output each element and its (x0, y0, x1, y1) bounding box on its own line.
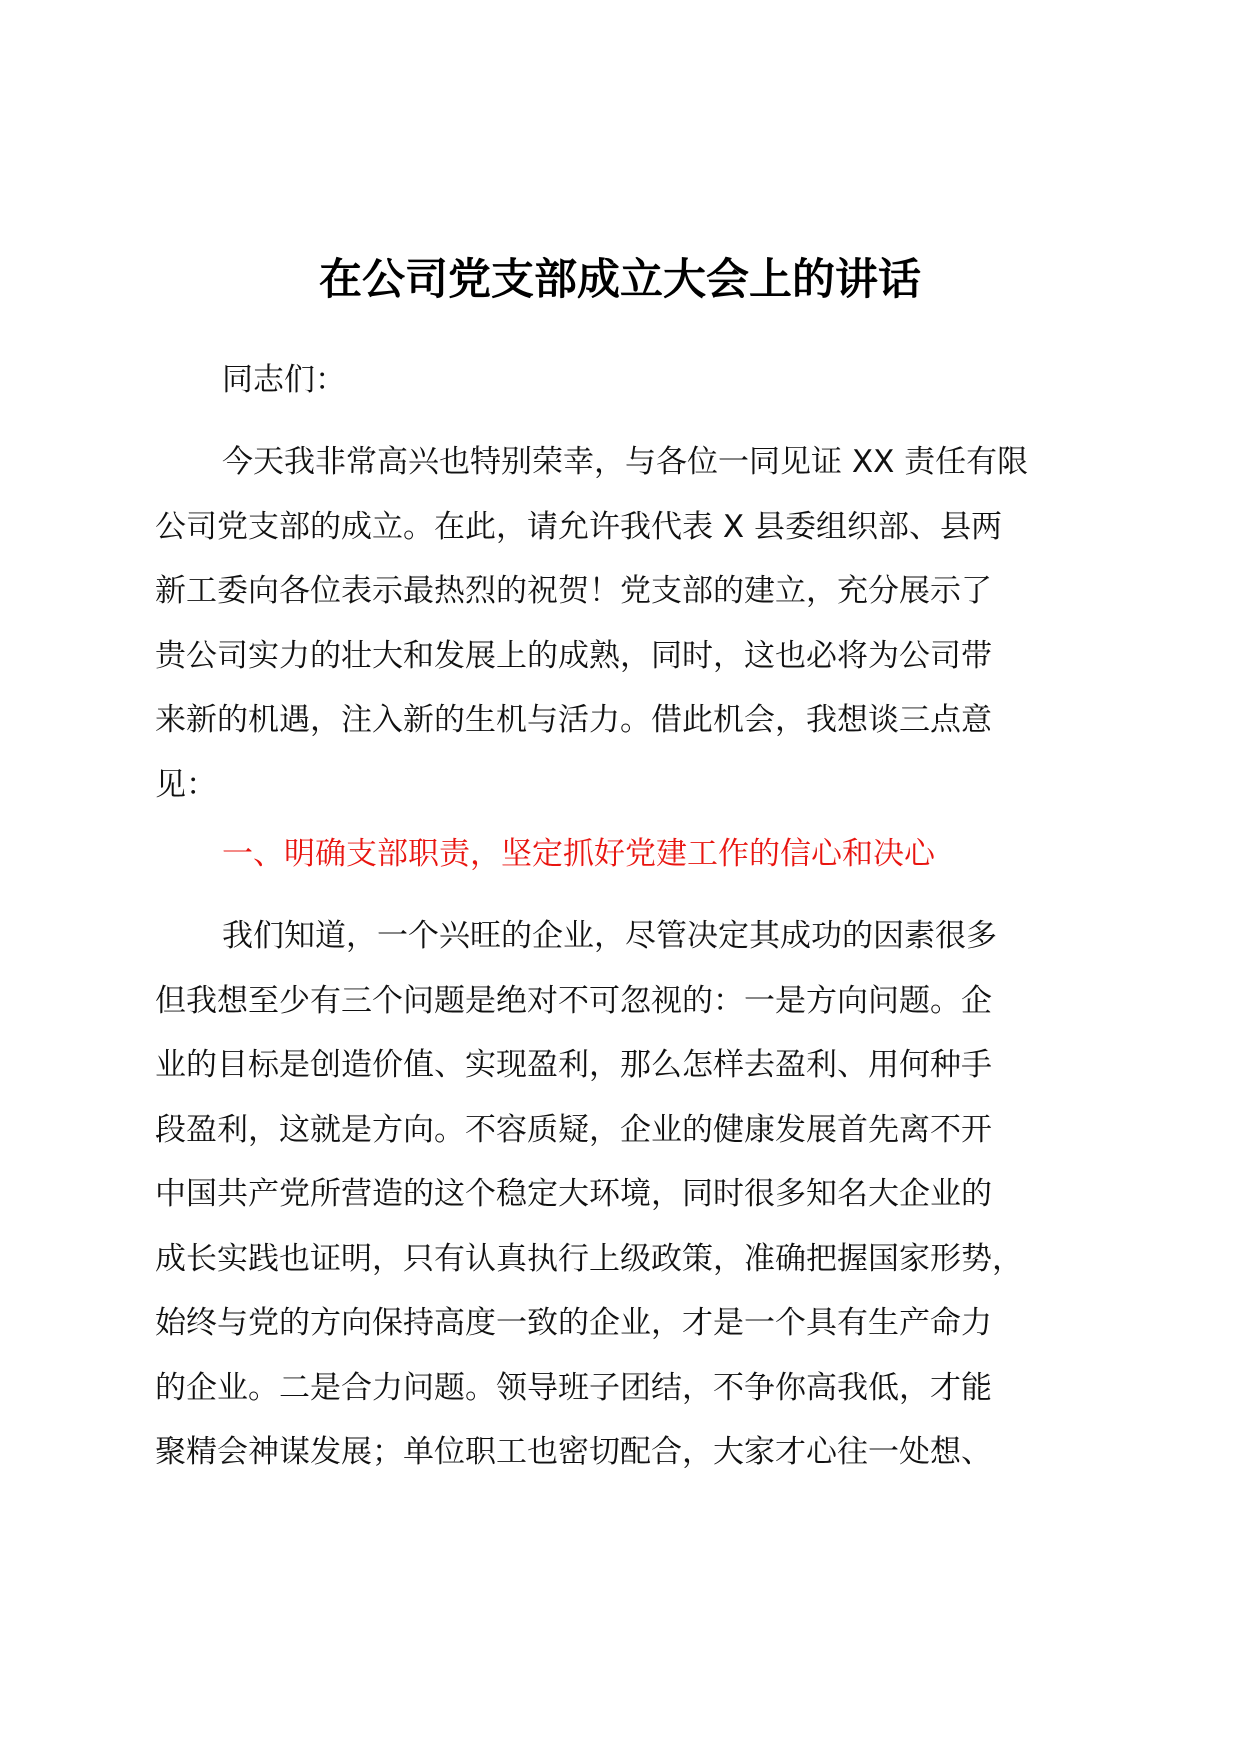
paragraph-2-line: 的企业。二是合力问题。领导班子团结，不争你高我低，才能 (155, 1369, 992, 1406)
section-heading-1 (155, 822, 1194, 887)
paragraph-1-line: 新工委向各位表示最热烈的祝贺！党支部的建立，充分展示了 (155, 573, 992, 609)
paragraph-1 (155, 430, 1127, 817)
paragraph-2 (155, 904, 1127, 1485)
paragraph-2-line: 聚精会神谋发展；单位职工也密切配合，大家才心往一处想、 (155, 1434, 992, 1470)
paragraph-2-line: 始终与党的方向保持高度一致的企业，才是一个具有生产命力 (155, 1305, 992, 1341)
paragraph-1-line: 来新的机遇，注入新的生机与活力。借此机会，我想谈三点意 (155, 702, 992, 738)
salutation-line: 同志们： (222, 362, 346, 398)
salutation (155, 348, 1194, 413)
paragraph-2-line: 中国共产党所营造的这个稳定大环境，同时很多知名大企业的 (155, 1176, 992, 1212)
paragraph-2-line: 成长实践也证明，只有认真执行上级政策，准确把握国家形势， (155, 1240, 1023, 1277)
paragraph-1-line: 见： (155, 766, 217, 803)
document-title: 在公司党支部成立大会上的讲话 (319, 255, 921, 305)
paragraph-2-line: 我们知道，一个兴旺的企业，尽管决定其成功的因素很多 (222, 918, 997, 954)
section-heading-1-text: 一、明确支部职责，坚定抓好党建工作的信心和决心 (222, 836, 935, 872)
paragraph-2-line: 业的目标是创造价值、实现盈利，那么怎样去盈利、用何种手 (155, 1047, 992, 1083)
paragraph-2-line: 但我想至少有三个问题是绝对不可忽视的：一是方向问题。企 (155, 982, 992, 1019)
paragraph-1-line: 公司党支部的成立。在此，请允许我代表 X 县委组织部、县两 (155, 508, 1002, 545)
paragraph-1-line: 今天我非常高兴也特别荣幸，与各位一同见证 XX 责任有限 (222, 444, 1029, 480)
paragraph-1-line: 贵公司实力的壮大和发展上的成熟，同时，这也必将为公司带 (155, 637, 992, 674)
paragraph-2-line: 段盈利，这就是方向。不容质疑，企业的健康发展首先离不开 (155, 1111, 992, 1148)
